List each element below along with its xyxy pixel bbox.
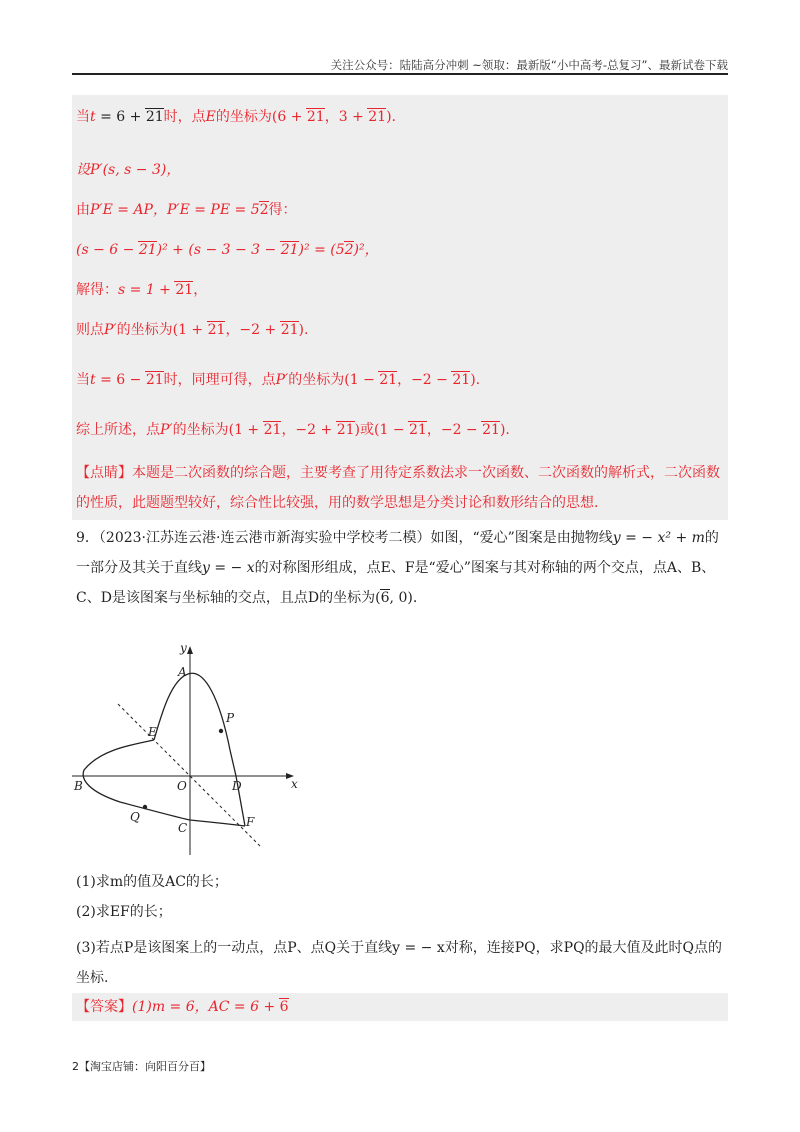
point-P [219, 729, 223, 733]
y-axis-arrow [187, 646, 193, 654]
text: ，−2 − [426, 422, 483, 438]
sqrt: 21 [379, 372, 398, 388]
var-E: E [205, 109, 216, 125]
sqrt: 21 [336, 422, 355, 438]
point-Q [143, 805, 147, 809]
sqrt: 21 [280, 242, 299, 258]
sqrt: 21 [452, 372, 471, 388]
solution-block [72, 95, 728, 520]
page-header: 关注公众号：陆陆高分冲刺 ~领取：最新版“小中高考-总复习”、最新试卷下载 [330, 58, 728, 72]
label-Q: Q [130, 810, 140, 824]
var-P: P′ [275, 372, 289, 388]
text: = 6 − [95, 372, 146, 388]
answer-label: 【答案】 [76, 999, 132, 1015]
heart-figure [70, 640, 300, 865]
header-divider [72, 73, 728, 75]
text: , 0). [389, 590, 418, 606]
text: ). [470, 372, 481, 388]
text: 由 [76, 202, 90, 218]
text: （2023·江苏连云港·连云港市新海实验中学校考二模）如图，“爱心”图案是由抛物线 [98, 530, 613, 546]
label-O: O [177, 779, 187, 793]
text: )²， [353, 242, 379, 258]
text: ，−2 + [225, 322, 281, 338]
var-P: P′ [160, 422, 173, 438]
solution-line-7 [76, 370, 480, 390]
sqrt: 21 [306, 109, 325, 125]
part-1: (1)求m的值及AC的长； [76, 874, 228, 890]
answer-text: (1)m = 6，AC = 6 + [132, 999, 280, 1015]
sqrt: 21 [368, 109, 387, 125]
text: ). [298, 322, 309, 338]
label-A: A [178, 665, 187, 679]
label-D: D [232, 779, 242, 793]
sqrt: 21 [145, 109, 164, 125]
sqrt: 21 [175, 282, 194, 298]
solution-line-6 [76, 320, 308, 340]
sqrt: 2 [344, 242, 354, 258]
page-number: 2 [72, 1060, 79, 1073]
text: 解得： [76, 282, 118, 298]
sqrt: 6 [279, 999, 289, 1015]
text: 的坐标为(1 − [288, 372, 380, 388]
sqrt: 2 [259, 202, 269, 218]
note-block [76, 458, 726, 518]
question-9 [76, 523, 726, 613]
part-2: (2)求EF的长； [76, 904, 172, 920]
label-E: E [148, 725, 157, 739]
parabola-curve [154, 673, 245, 826]
sqrt: 21 [263, 422, 282, 438]
text: ). [499, 422, 510, 438]
text: ，3 + [324, 109, 369, 125]
solution-line-1 [76, 107, 396, 127]
text: 的坐标为(6 + [215, 109, 307, 125]
label-B: B [74, 779, 83, 793]
footer-text: 【淘宝店铺：向阳百分百】 [79, 1060, 211, 1073]
text: 的对称图形组成，点 [254, 560, 381, 576]
solution-line-3 [76, 200, 297, 220]
expr: s = 1 + [118, 282, 176, 298]
text: 时，点 [163, 109, 206, 125]
part-3: (3)若点P是该图案上的一动点，点P、点Q关于直线y = − x对称，连接PQ，求PQ的最大值及此时Q点的坐标. [76, 940, 723, 986]
sqrt: 21 [482, 422, 500, 438]
text: )² = (5 [298, 242, 345, 258]
page-footer [72, 1058, 211, 1074]
solution-line-8 [76, 420, 510, 440]
sqrt: 21 [409, 422, 427, 438]
text: (s − 6 − [76, 242, 139, 258]
text: 的坐标为(1 + [116, 322, 208, 338]
label-x: x [291, 777, 298, 791]
note-text: 本题是二次函数的综合题，主要考查了用待定系数法求一次函数、二次函数的解析式，二次函数的性质，此题题型较好，综合性比较强，用的数学思想是分类讨论和数形结合的思想. [76, 465, 720, 511]
solution-line-2: 设P′(s, s − 3)， [76, 162, 181, 178]
text: ， [193, 282, 208, 298]
formula: y = − x² + m [612, 530, 705, 546]
expr: P′E = AP，P′E = PE = 5 [90, 202, 260, 218]
label-C: C [178, 821, 188, 835]
reflected-curve [83, 740, 245, 826]
sqrt: 21 [280, 322, 299, 338]
text: 的坐标为(1 + [172, 422, 264, 438]
text: E、F是“爱心”图案与其对称轴的两个交点，点A、B、C、D是该图案与坐标轴的交点，且点D的坐标为( [76, 560, 716, 606]
text: 当 [76, 109, 90, 125]
text: ，−2 + [281, 422, 337, 438]
sqrt: 6 [380, 590, 390, 606]
label-F: F [246, 815, 255, 829]
question-number: 9． [76, 530, 99, 546]
text: ，−2 − [397, 372, 453, 388]
sqrt: 21 [145, 372, 164, 388]
label-P: P [226, 711, 235, 725]
sqrt: 21 [138, 242, 157, 258]
text: )或(1 − [354, 422, 410, 438]
text: 当 [76, 372, 90, 388]
sqrt: 21 [207, 322, 226, 338]
var-t: t [90, 109, 96, 125]
var-t: t [90, 372, 96, 388]
label-y: y [180, 641, 187, 655]
text: 综上所述，点 [76, 422, 160, 438]
solution-line-4 [76, 240, 379, 260]
text: 则点 [76, 322, 104, 338]
text: 得： [268, 202, 297, 218]
answer-line [76, 997, 289, 1017]
text: = 6 + [95, 109, 146, 125]
text: ). [386, 109, 396, 125]
text: )² + (s − 3 − 3 − [156, 242, 281, 258]
formula: y = − x [202, 560, 255, 576]
text: 的一部分及其关于直线 [76, 530, 719, 576]
var-P: P′ [104, 322, 117, 338]
note-label: 【点睛】 [76, 465, 132, 481]
text: 时，同理可得，点 [163, 372, 276, 388]
solution-line-5 [76, 280, 207, 300]
